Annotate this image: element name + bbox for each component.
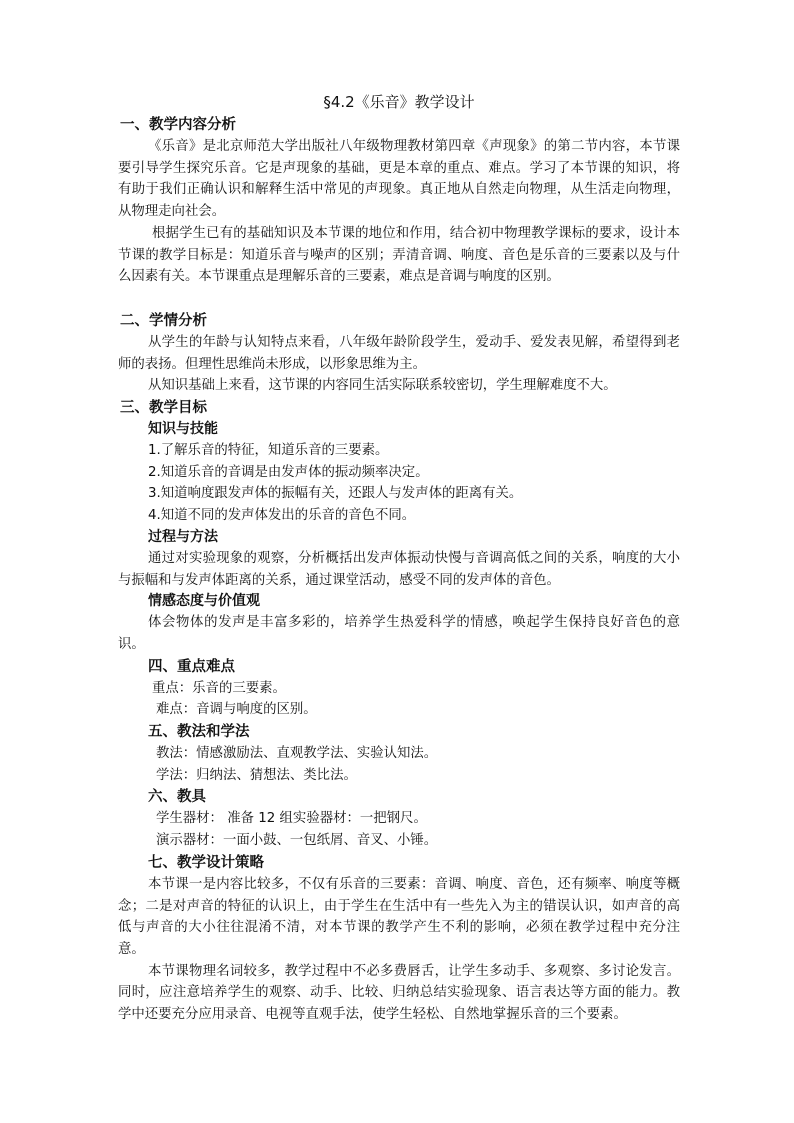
paragraph: 根据学生已有的基础知识及本节课的地位和作用，结合初中物理教学课标的要求，设计本节课的教学目标是：知道乐音与噪声的区别；弄清音调、响度、音色是乐音的三要素以及与什么因素有关。本节课重点是理解乐音的三要素，难点是音调与响度的区别。 xyxy=(118,225,680,285)
section-heading-methods: 五、教法和学法 xyxy=(148,724,250,741)
paragraph: 体会物体的发声是丰富多彩的，培养学生热爱科学的情感，唤起学生保持良好音色的意识。 xyxy=(118,615,680,652)
section-heading-content-analysis: 一、教学内容分析 xyxy=(120,117,236,133)
document-page xyxy=(118,90,680,1026)
section-heading-equipment: 六、教具 xyxy=(148,789,206,806)
section-heading-objectives: 三、教学目标 xyxy=(120,400,207,417)
document-title: §4.2《乐音》教学设计 xyxy=(323,93,475,111)
paragraph: 通过对实验现象的观察，分析概括出发声体振动快慢与音调高低之间的关系，响度的大小与振幅和与发声体距离的关系，通过课堂活动，感受不同的发声体的音色。 xyxy=(118,550,680,588)
section-heading-design-strategy: 七、教学设计策略 xyxy=(148,854,264,871)
section-heading-key-points: 四、重点难点 xyxy=(148,658,235,675)
paragraph: 本节课物理名词较多，教学过程中不必多费唇舌，让学生多动手、多观察、多讨论发言。同时，应注意培养学生的观察、动手、比较、归纳总结实验现象、语言表达等方面的能力。教学中还要充分应用录音、电视等直观手法，使学生轻松、自然地掌握乐音的三个要素。 xyxy=(118,963,680,1023)
paragraph: 从知识基础上来看，这节课的内容同生活实际联系较密切，学生理解难度不大。 xyxy=(148,378,617,394)
teaching-method: 教法：情感激励法、直观教学法、实验认知法。 xyxy=(156,746,438,762)
key-point: 重点：乐音的三要素。 xyxy=(152,680,286,696)
spacer xyxy=(118,288,680,310)
list-item: 2.知道乐音的音调是由发声体的振动频率决定。 xyxy=(148,464,429,480)
paragraph: 从学生的年龄与认知特点来看，八年级年龄阶段学生，爱动手、爱发表见解，希望得到老师的表扬。但理性思维尚未形成，以形象思维为主。 xyxy=(118,334,680,372)
list-item: 4.知道不同的发声体发出的乐音的音色不同。 xyxy=(148,508,416,524)
paragraph: 《乐音》是北京师范大学出版社八年级物理教材第四章《声现象》的第二节内容，本节课要引导学生探究乐音。它是声现象的基础，更是本章的重点、难点。学习了本节课的知识，将有助于我们正确认识和解释生活中常见的声现象。真正地从自然走向物理，从生活走向物理，从物理走向社会。 xyxy=(118,139,680,220)
paragraph: 本节课一是内容比较多，不仅有乐音的三要素：音调、响度、音色，还有频率、响度等概念；二是对声音的特征的认识上，由于学生在生活中有一些先入为主的错误认识，如声音的高低与声音的大小往往混淆不清，对本节课的教学产生不利的影响，必须在教学过程中充分注意。 xyxy=(118,876,680,957)
subheading-knowledge-skills: 知识与技能 xyxy=(148,421,218,438)
demo-equipment: 演示器材：一面小鼓、一包纸屑、音叉、小锤。 xyxy=(156,833,438,849)
list-item: 1.了解乐音的特征，知道乐音的三要素。 xyxy=(148,443,389,459)
section-heading-student-analysis: 二、学情分析 xyxy=(120,312,207,329)
subheading-process-method: 过程与方法 xyxy=(148,528,218,545)
learning-method: 学法：归纳法、猜想法、类比法。 xyxy=(156,767,357,783)
difficult-point: 难点：音调与响度的区别。 xyxy=(156,702,317,718)
subheading-attitude-values: 情感态度与价值观 xyxy=(148,593,260,610)
student-equipment: 学生器材： 准备 12 组实验器材：一把钢尺。 xyxy=(156,811,427,827)
list-item: 3.知道响度跟发声体的振幅有关，还跟人与发声体的距离有关。 xyxy=(148,486,523,502)
